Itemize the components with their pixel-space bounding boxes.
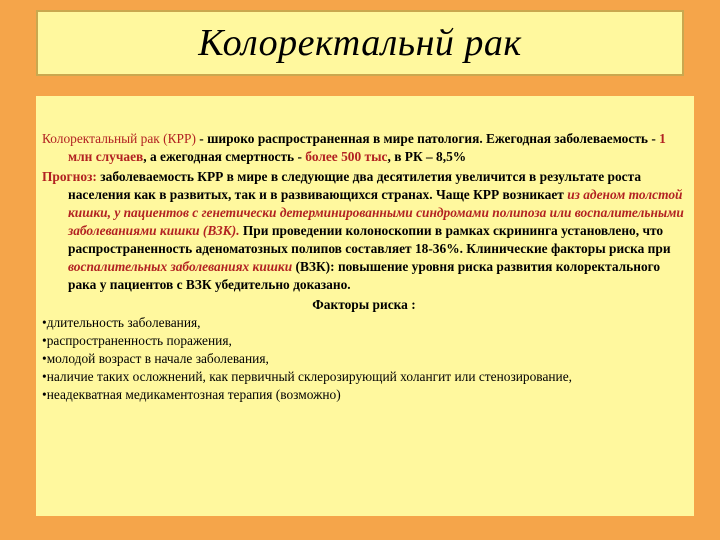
mortality-value: более 500 тыс — [305, 149, 388, 164]
list-item: •длительность заболевания, — [42, 315, 201, 330]
prognosis-italic-1: из аденом толстой кишки, у пациентов с генетически детерминированными синдромами полипоза или воспалительными заболеваниями кишки (ВЗК). — [68, 187, 684, 238]
content-box — [36, 96, 694, 516]
prognosis-label: Прогноз: — [42, 169, 97, 184]
intro-text-1: - широко распространенная в мире патология. Ежегодная заболеваемость - — [195, 131, 660, 146]
prognosis-text-1: заболеваемость КРР в мире в следующие два десятилетия увеличится в результате роста населения как в развитых, так и в развивающихся странах. Чаще КРР возникает — [68, 169, 642, 202]
factors-heading: Факторы риска : — [312, 297, 416, 312]
intro-text-3: , в РК – 8,5% — [387, 149, 467, 164]
intro-term: Колоректальный рак (КРР) — [42, 131, 196, 146]
prognosis-italic-2: воспалительных заболеваниях кишки — [68, 259, 293, 274]
title-box — [36, 10, 684, 76]
incidence-value: 1 млн случаев — [68, 131, 666, 164]
prognosis-paragraph — [42, 168, 686, 294]
slide-title: Колоректальнй рак — [198, 22, 522, 64]
list-item: •молодой возраст в начале заболевания, — [42, 351, 269, 366]
list-item: •наличие таких осложнений, как первичный склерозирующий холангит или стенозирование, — [42, 369, 573, 384]
intro-text-2: , а ежегодная смертность - — [143, 149, 306, 164]
list-item: •распространенность поражения, — [42, 333, 232, 348]
intro-paragraph — [42, 130, 686, 166]
risk-factors-list — [42, 314, 686, 404]
prognosis-text-2: При проведении колоноскопии в рамках скрининга установлено, что распространенность аденоматозных полипов составляет 18-36%. Клинические факторы риска при — [68, 223, 671, 256]
list-item: •неадекватная медикаментозная терапия (возможно) — [42, 387, 341, 402]
prognosis-text-3: (ВЗК): повышение уровня риска развития колоректального рака у пациентов с ВЗК убедительно доказано. — [68, 259, 661, 292]
